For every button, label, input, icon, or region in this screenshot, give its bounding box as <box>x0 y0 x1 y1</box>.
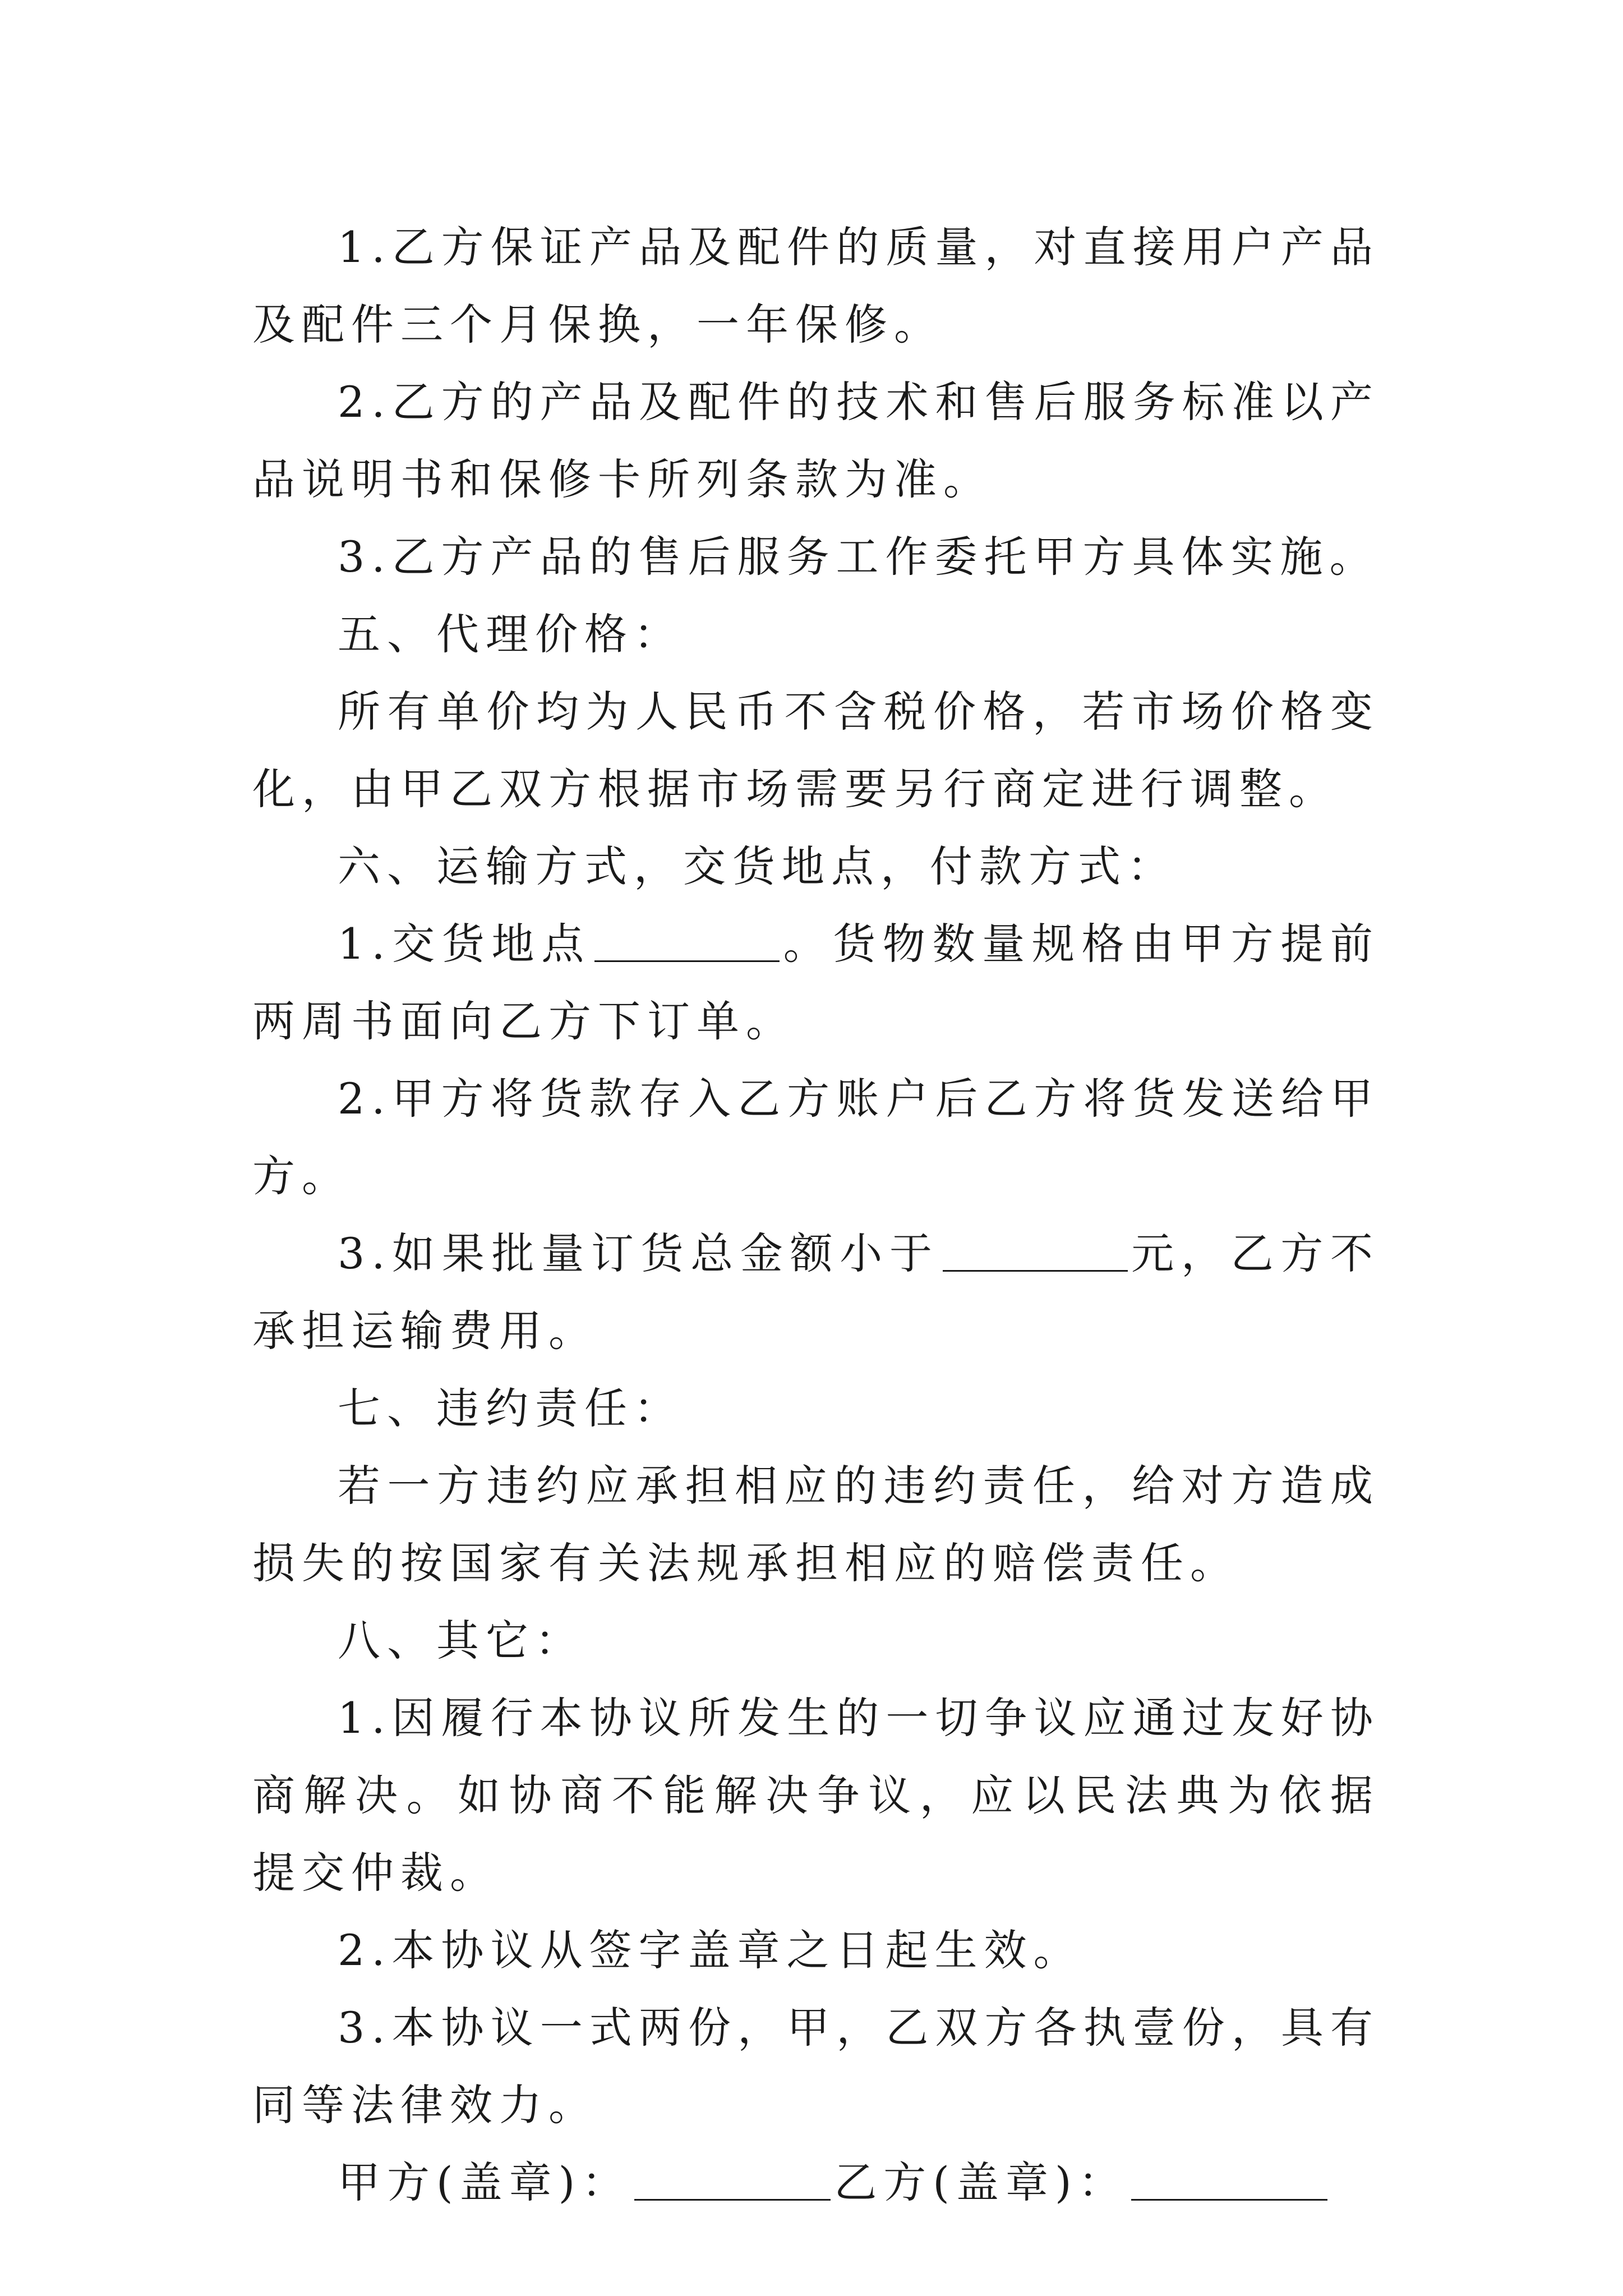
transport-item-2: 2.甲方将货款存入乙方账户后乙方将货发送给甲方。 <box>252 1074 1380 1201</box>
signature-line <box>252 2144 1380 2221</box>
transport-item-1 <box>252 905 1380 1060</box>
delivery-location-rest: 。货物数量规格由甲方提前两周书面向乙方下订单。 <box>252 919 1380 1046</box>
other-heading: 八、其它： <box>338 1616 584 1665</box>
delivery-location-blank <box>594 921 780 962</box>
min-amount-label: 3.如果批量订货总金额小于 <box>338 1228 939 1278</box>
liability-body: 若一方违约应承担相应的违约责任，给对方造成损失的按国家有关法规承担相应的赔偿责任。 <box>252 1461 1380 1588</box>
delivery-location-label: 1.交货地点 <box>338 919 591 969</box>
party-a-seal-blank <box>634 2160 831 2201</box>
party-b-seal-label: 乙方(盖章)： <box>834 2157 1128 2207</box>
quality-item-2: 2.乙方的产品及配件的技术和售后服务标准以产品说明书和保修卡所列条款为准。 <box>252 377 1380 504</box>
document-body <box>252 209 1380 2221</box>
price-body: 所有单价均为人民币不含税价格，若市场价格变化，由甲乙双方根据市场需要另行商定进行调整。 <box>252 687 1380 814</box>
other-item-3: 3.本协议一式两份，甲，乙双方各执壹份，具有同等法律效力。 <box>252 2003 1380 2130</box>
transport-item-3 <box>252 1215 1380 1370</box>
other-item-1: 1.因履行本协议所发生的一切争议应通过友好协商解决。如协商不能解决争议，应以民法典为依据提交仲裁。 <box>252 1693 1380 1898</box>
party-b-seal-blank <box>1131 2160 1327 2201</box>
min-amount-rest: 元，乙方不承担运输费用。 <box>252 1228 1380 1356</box>
price-heading: 五、代理价格： <box>338 609 683 659</box>
party-a-seal-label: 甲方(盖章)： <box>338 2157 631 2207</box>
transport-heading: 六、运输方式，交货地点，付款方式： <box>338 841 1177 891</box>
quality-item-1: 1.乙方保证产品及配件的质量，对直接用户产品及配件三个月保换，一年保修。 <box>252 222 1380 349</box>
min-amount-blank <box>943 1231 1128 1272</box>
other-item-2: 2.本协议从签字盖章之日起生效。 <box>338 1925 1083 1975</box>
liability-heading: 七、违约责任： <box>338 1383 683 1433</box>
quality-item-3: 3.乙方产品的售后服务工作委托甲方具体实施。 <box>338 532 1379 582</box>
